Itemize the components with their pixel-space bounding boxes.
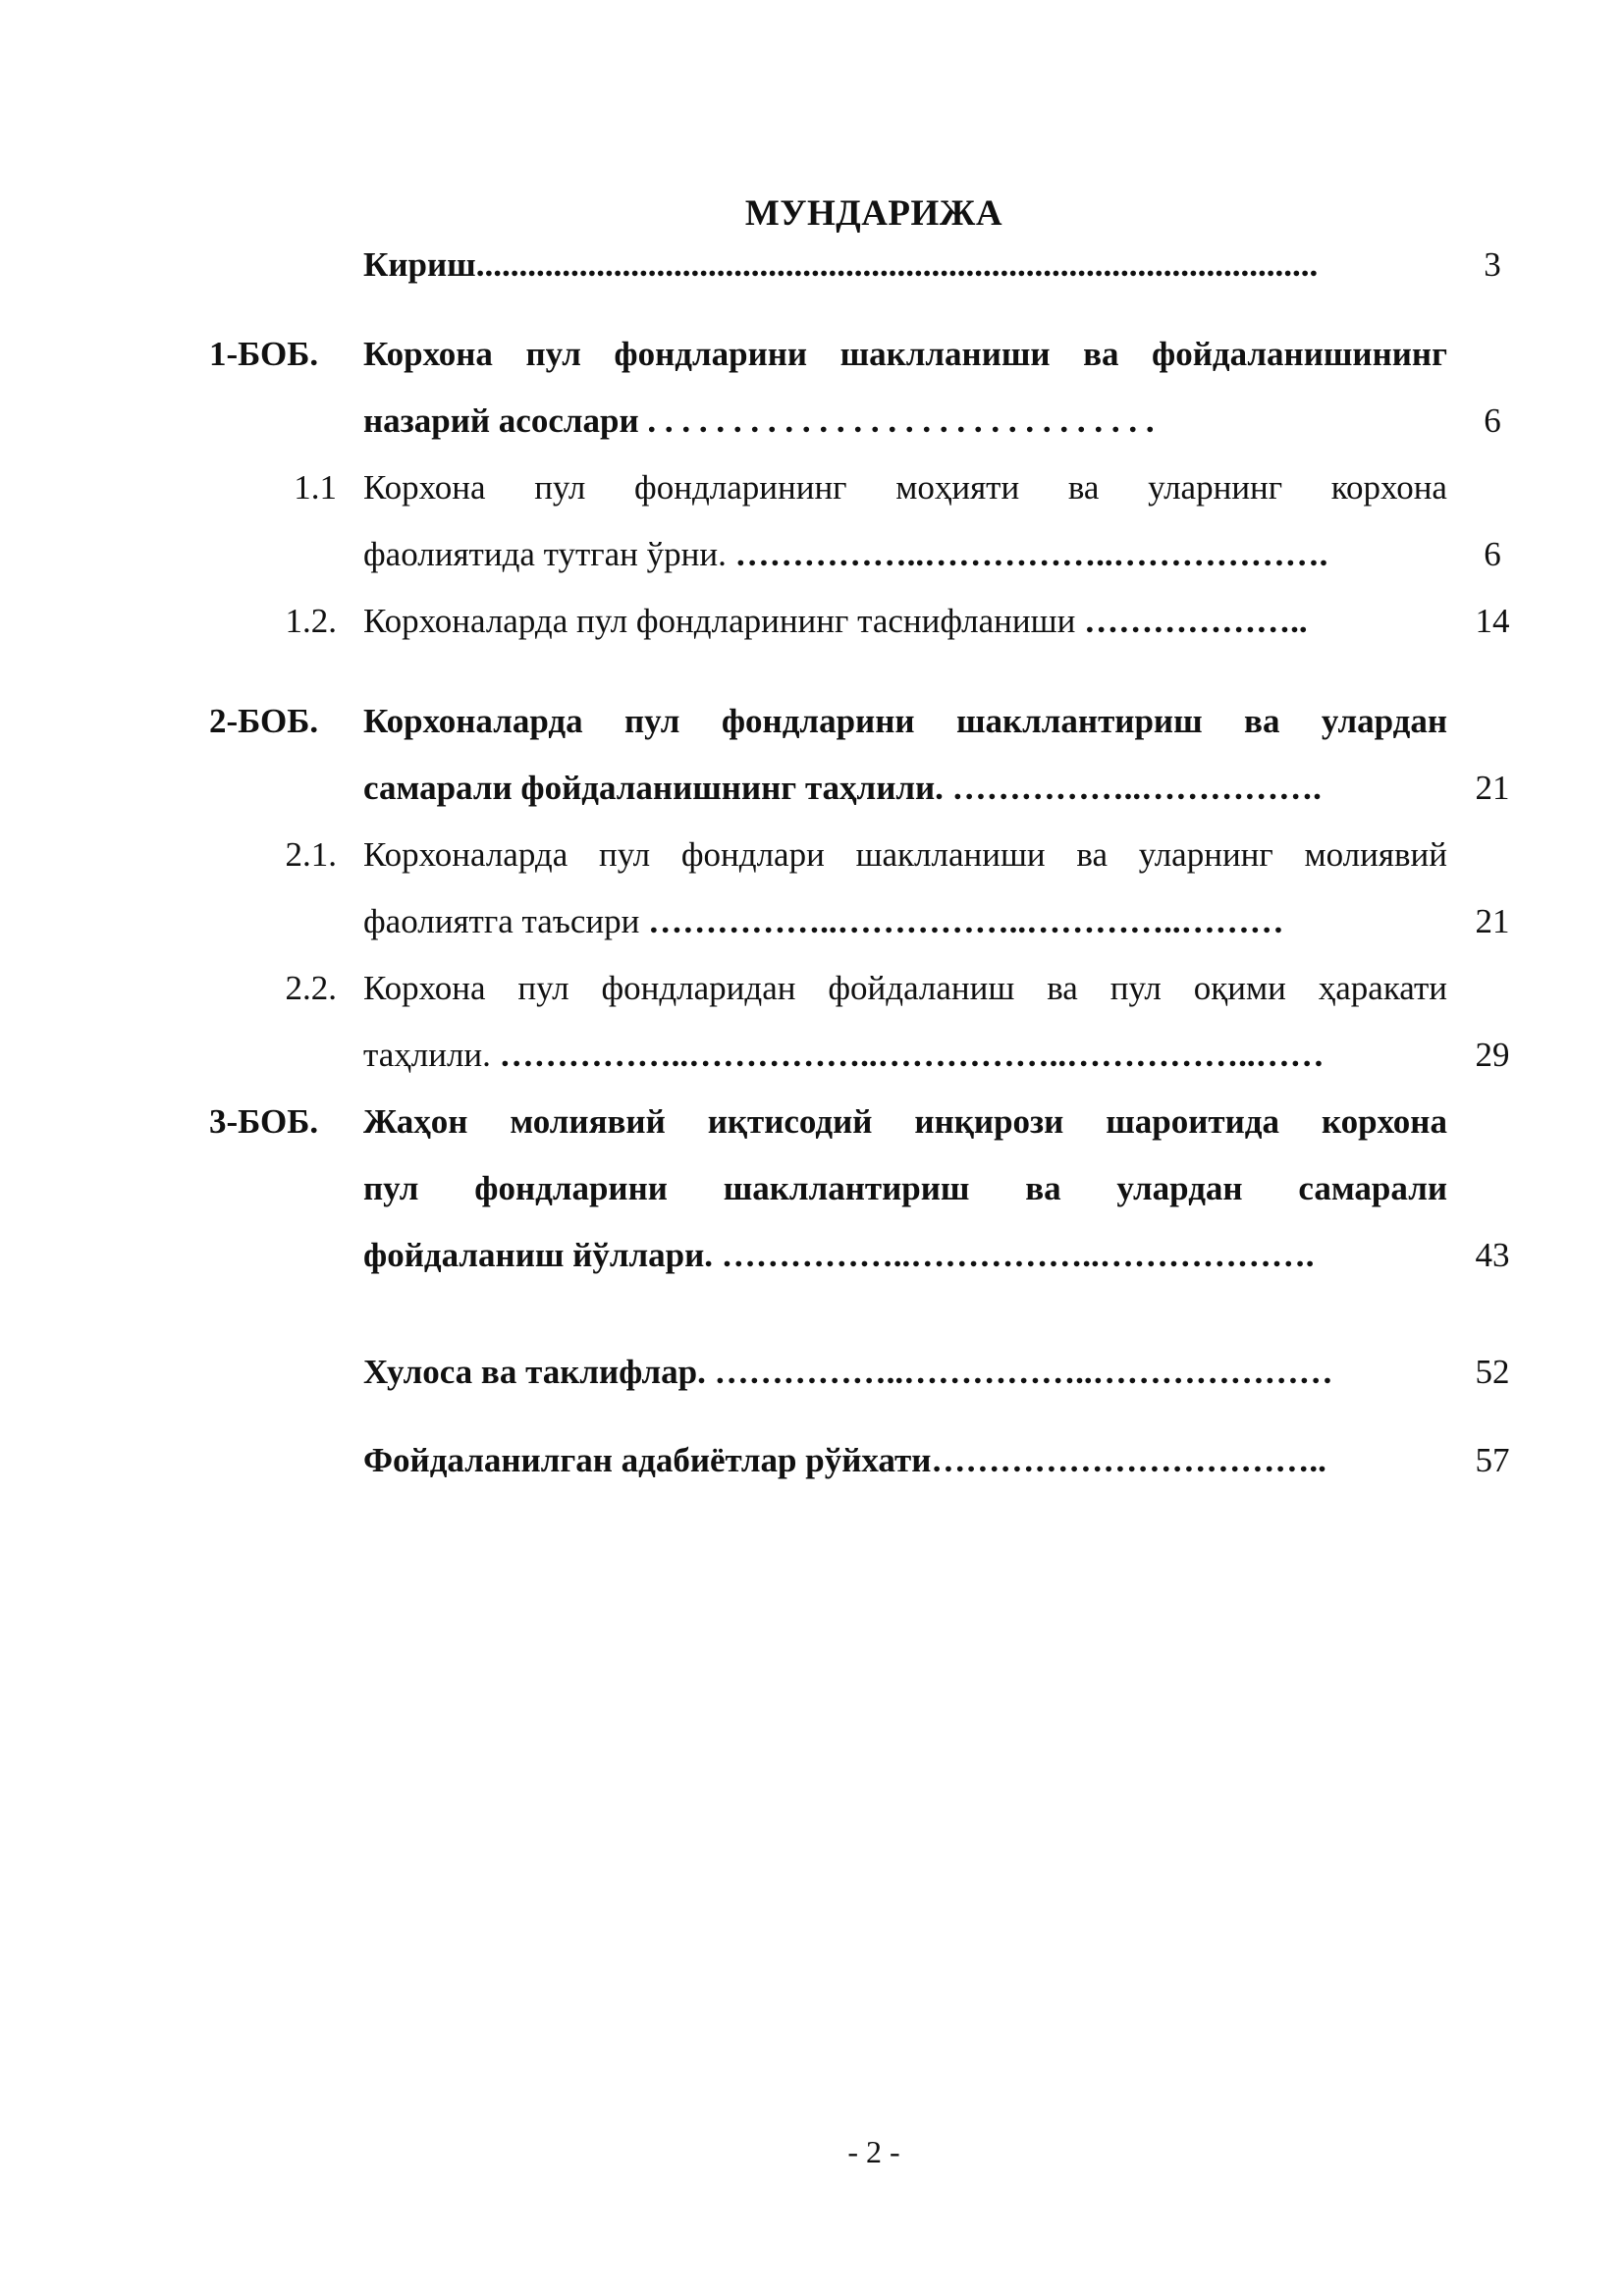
toc-page-number: 6 (1484, 401, 1501, 440)
toc-title-word: Корхона (363, 335, 493, 373)
toc-title-word: ва (1047, 969, 1078, 1007)
toc-title-word: молиявий (510, 1102, 666, 1141)
toc-title-word: шакллантириш (955, 702, 1203, 740)
toc-title-text: самарали фойдаланишнинг таҳлили. (363, 769, 944, 807)
toc-leader-dots: ……………..……………..………………. (726, 535, 1328, 573)
toc-title-word: иқтисодий (707, 1102, 873, 1141)
toc-leader-dots: ……………..……………. (943, 769, 1322, 807)
toc-title-word: улардан (1321, 702, 1447, 740)
toc-title-word: фондларидан (601, 969, 796, 1007)
toc-title-word: ва (1067, 468, 1100, 507)
section-number: 2.2. (285, 969, 337, 1007)
page-title: МУНДАРИЖА (744, 193, 1003, 234)
toc-title-word: ва (1083, 335, 1119, 373)
toc-title-word: фондларини (614, 335, 808, 373)
toc-title-word: инқирози (914, 1102, 1064, 1141)
toc-page-number: 29 (1475, 1036, 1510, 1074)
toc-chapter-title-line[interactable] (363, 1238, 1447, 1272)
toc-title-word: фондларини (474, 1169, 668, 1207)
section-number: 2.1. (285, 835, 337, 874)
toc-title-word: самарали (1298, 1169, 1447, 1207)
toc-title-word: ва (1025, 1169, 1061, 1207)
toc-section-title-line[interactable] (363, 904, 1447, 938)
toc-title-word: Корхона (363, 468, 486, 507)
toc-title-word: фондлари (680, 835, 825, 874)
toc-title-word: корхона (1330, 468, 1447, 507)
toc-title-word: фойдаланиш (828, 969, 1015, 1007)
toc-section-title-line[interactable] (363, 537, 1447, 571)
toc-page-number: 3 (1484, 245, 1501, 284)
toc-leader-dots: ……………….. (1075, 602, 1308, 640)
toc-title-word: ва (1076, 835, 1109, 874)
chapter-number: 1-БОБ. (209, 335, 319, 373)
toc-title-text: Корхоналарда пул фондларининг таснифланиши (363, 602, 1076, 640)
toc-title-word: шароитида (1106, 1102, 1279, 1141)
toc-title-text: Хулоса ва таклифлар. (363, 1353, 706, 1391)
toc-title-text: фойдаланиш йўллари. (363, 1236, 713, 1274)
toc-entry-references[interactable] (363, 1443, 1447, 1477)
toc-chapter-title-line[interactable] (363, 1171, 1447, 1205)
toc-section-title-line[interactable] (363, 1038, 1447, 1072)
toc-title-word: молиявий (1304, 835, 1447, 874)
toc-title-word: уларнинг (1138, 835, 1273, 874)
toc-title-word: фойдаланишининг (1152, 335, 1447, 373)
toc-leader-dots: ……………..……………..………………… (705, 1353, 1333, 1391)
chapter-number: 2-БОБ. (209, 702, 319, 740)
toc-title-word: фондларини (721, 702, 915, 740)
toc-leader-dots: …………………………….. (931, 1441, 1326, 1479)
toc-page-number: 57 (1475, 1441, 1510, 1479)
toc-leader-dots: ……………..……………..……………..……………..…… (490, 1036, 1325, 1074)
toc-page-number: 21 (1475, 902, 1510, 940)
toc-title-word: улардан (1116, 1169, 1243, 1207)
toc-leader-dots: ……………..……………..…………..……… (639, 902, 1284, 940)
toc-title-text: назарий асослари (363, 401, 639, 440)
toc-title-word: Жаҳон (363, 1102, 468, 1141)
toc-title-word: пул (624, 702, 680, 740)
toc-section-title-line[interactable] (363, 470, 1447, 505)
toc-title-word: ҳаракати (1318, 969, 1447, 1007)
toc-leader-dots: . . . . . . . . . . . . . . . . . . . . . . . . . . . . . . (638, 401, 1155, 440)
toc-section-title-line[interactable] (363, 971, 1447, 1005)
toc-title-text: фаолиятида тутган ўрни. (363, 535, 727, 573)
toc-title-word: Корхоналарда (363, 835, 568, 874)
toc-title-word: шакллантириш (723, 1169, 970, 1207)
toc-title-text: Фойдаланилган адабиётлар рўйхати (363, 1441, 932, 1479)
toc-section-title-line[interactable] (363, 837, 1447, 872)
toc-section-title-line[interactable] (363, 604, 1447, 638)
toc-page-number: 14 (1475, 602, 1510, 640)
toc-title-word: Корхона (363, 969, 486, 1007)
toc-title-word: фондларининг (634, 468, 847, 507)
toc-entry-conclusion[interactable] (363, 1355, 1447, 1389)
toc-title-word: пул (1109, 969, 1162, 1007)
toc-title-text: таҳлили. (363, 1036, 491, 1074)
toc-title-word: пул (363, 1169, 419, 1207)
chapter-number: 3-БОБ. (209, 1102, 319, 1141)
toc-intro-label: Кириш (363, 245, 476, 284)
page-footer-number: - 2 - (847, 2134, 900, 2169)
section-number: 1.2. (285, 602, 337, 640)
toc-leader-dots: ……………..……………..………………. (712, 1236, 1315, 1274)
toc-title-word: шаклланиши (839, 335, 1051, 373)
toc-chapter-title-line[interactable] (363, 337, 1447, 371)
toc-title-word: моҳияти (895, 468, 1020, 507)
toc-chapter-title-line[interactable] (363, 403, 1447, 438)
toc-title-word: пул (517, 969, 569, 1007)
toc-chapter-title-line[interactable] (363, 1104, 1447, 1139)
toc-title-word: пул (598, 835, 651, 874)
toc-title-word: ва (1244, 702, 1280, 740)
section-number: 1.1 (294, 468, 337, 507)
toc-title-word: шаклланиши (855, 835, 1046, 874)
toc-entry-intro[interactable] (363, 247, 1447, 282)
toc-title-word: пул (534, 468, 586, 507)
toc-page-number: 43 (1475, 1236, 1510, 1274)
toc-leader-dots: .................................................................................................. (475, 245, 1319, 284)
toc-page-number: 52 (1475, 1353, 1510, 1391)
toc-page-number: 6 (1484, 535, 1501, 573)
toc-title-word: оқими (1193, 969, 1286, 1007)
toc-page-number: 21 (1475, 769, 1510, 807)
toc-title-word: Корхоналарда (363, 702, 583, 740)
toc-title-word: пул (525, 335, 581, 373)
toc-title-word: уларнинг (1148, 468, 1283, 507)
toc-chapter-title-line[interactable] (363, 771, 1447, 805)
toc-title-text: фаолиятга таъсири (363, 902, 640, 940)
toc-title-word: корхона (1321, 1102, 1447, 1141)
toc-chapter-title-line[interactable] (363, 704, 1447, 738)
